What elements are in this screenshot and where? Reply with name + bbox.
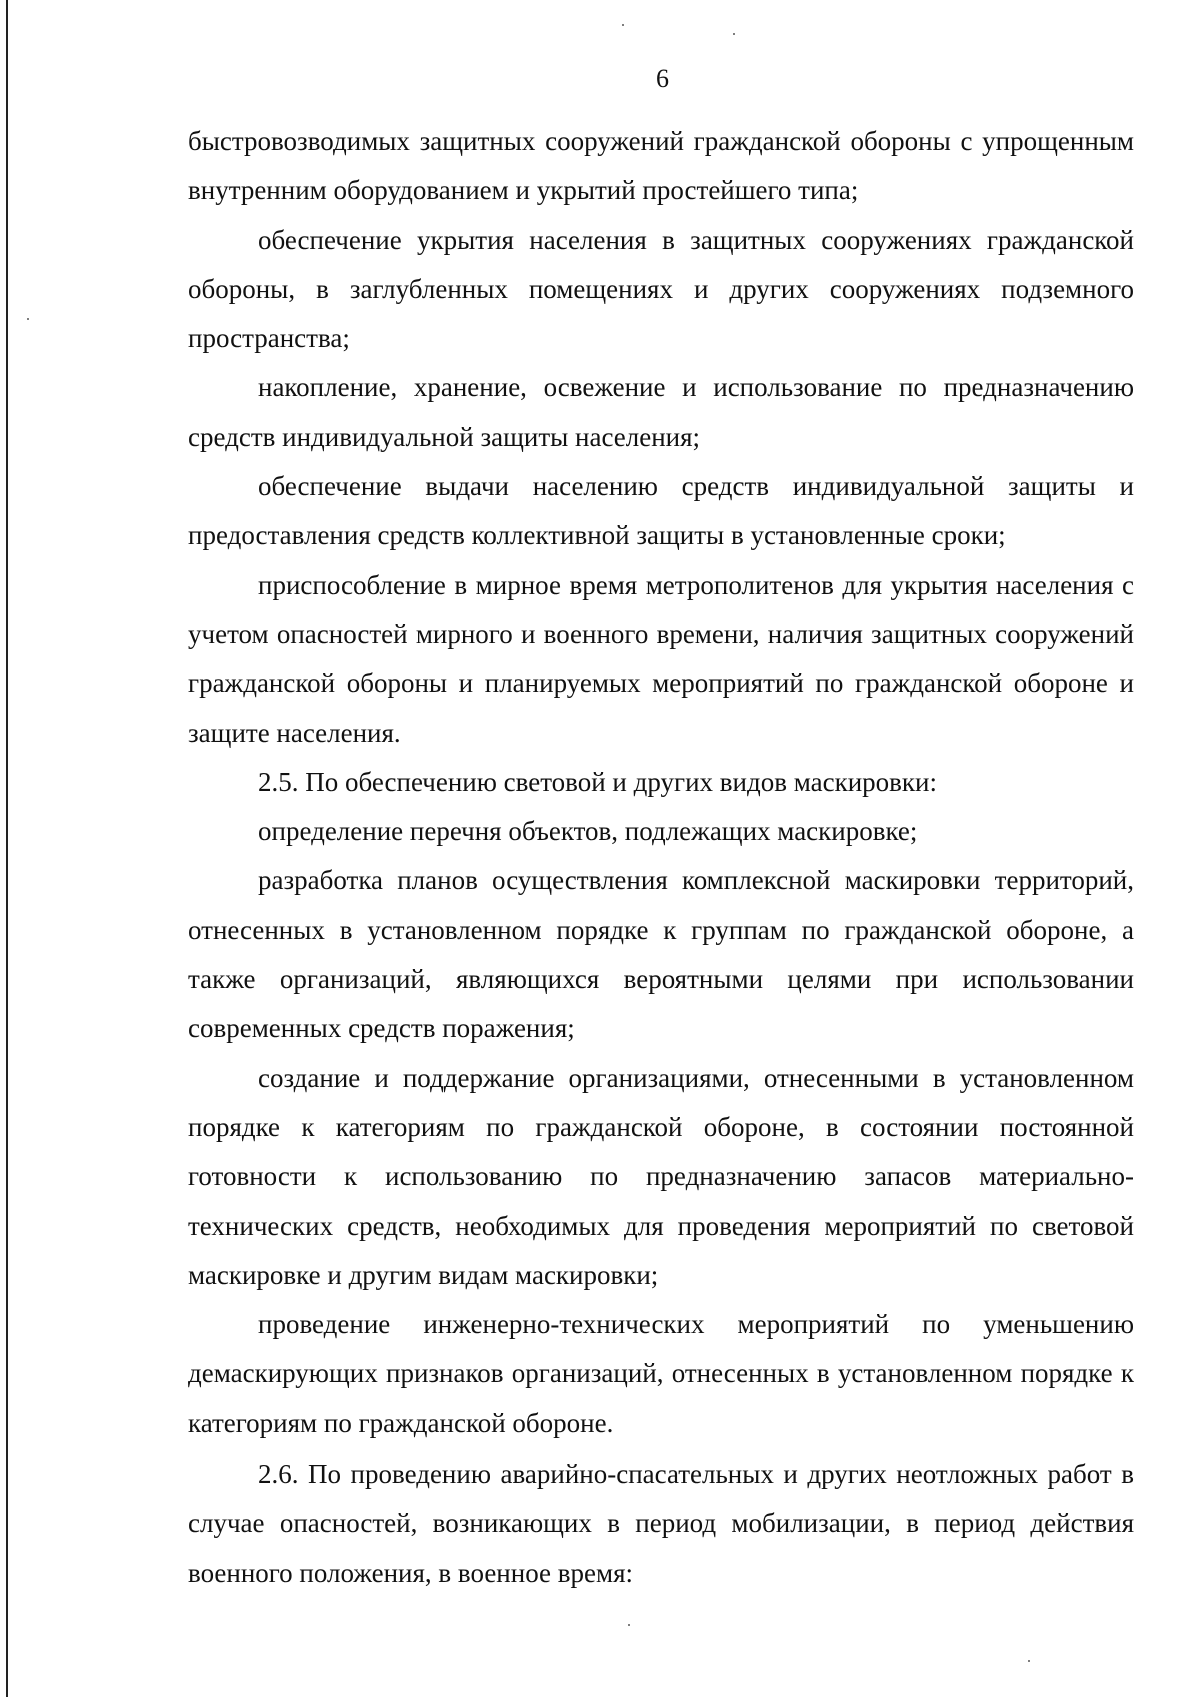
- scan-speck: [733, 33, 735, 35]
- paragraph-9: создание и поддержание организациями, отнесенными в установленном порядке к категориям по гражданской обороне, в состоянии постоянной готовности к использованию по предназначению запасов материально-технических средств, необходимых для проведения мероприятий по световой маскировке и другим видам маскировки;: [188, 1062, 1134, 1290]
- section-heading-2-5: 2.5. По обеспечению световой и других видов маскировки:: [258, 766, 937, 797]
- paragraph-5: приспособление в мирное время метрополитенов для укрытия населения с учетом опасностей мирного и военного времени, наличия защитных сооружений гражданской обороны и планируемых мероприятий по гражданской обороне и защите населения.: [188, 569, 1134, 748]
- paragraph-2: обеспечение укрытия населения в защитных сооружениях гражданской обороны, в заглубленных помещениях и других сооружениях подземного пространства;: [188, 224, 1134, 354]
- scan-speck: [628, 1624, 630, 1626]
- paragraph-7: определение перечня объектов, подлежащих маскировке;: [258, 816, 918, 847]
- scan-speck: [27, 318, 29, 320]
- scan-speck: [1028, 1660, 1030, 1662]
- paragraph-10: проведение инженерно-технических мероприятий по уменьшению демаскирующих признаков организаций, отнесенных в установленном порядке к категориям по гражданской обороне.: [188, 1309, 1134, 1438]
- paragraph-8: разработка планов осуществления комплексной маскировки территорий, отнесенных в установленном порядке к группам по гражданской обороне, а также организаций, являющихся вероятными целями при использовании современных средств поражения;: [188, 865, 1134, 1044]
- page-number: 6: [656, 64, 669, 93]
- paragraph-1: быстровозводимых защитных сооружений гражданской обороны с упрощенным внутренним оборудованием и укрытий простейшего типа;: [188, 126, 1134, 206]
- document-body: [188, 117, 1134, 1598]
- paragraph-4: обеспечение выдачи населению средств индивидуальной защиты и предоставления средств коллективной защиты в установленные сроки;: [188, 471, 1134, 551]
- section-heading-2-6: 2.6. По проведению аварийно-спасательных и других неотложных работ в случае опасностей, возникающих в период мобилизации, в период действия военного положения, в военное время:: [188, 1459, 1134, 1588]
- paragraph-3: накопление, хранение, освежение и использование по предназначению средств индивидуальной защиты населения;: [188, 372, 1134, 452]
- scan-speck: [622, 24, 624, 26]
- scan-left-border: [6, 0, 8, 1697]
